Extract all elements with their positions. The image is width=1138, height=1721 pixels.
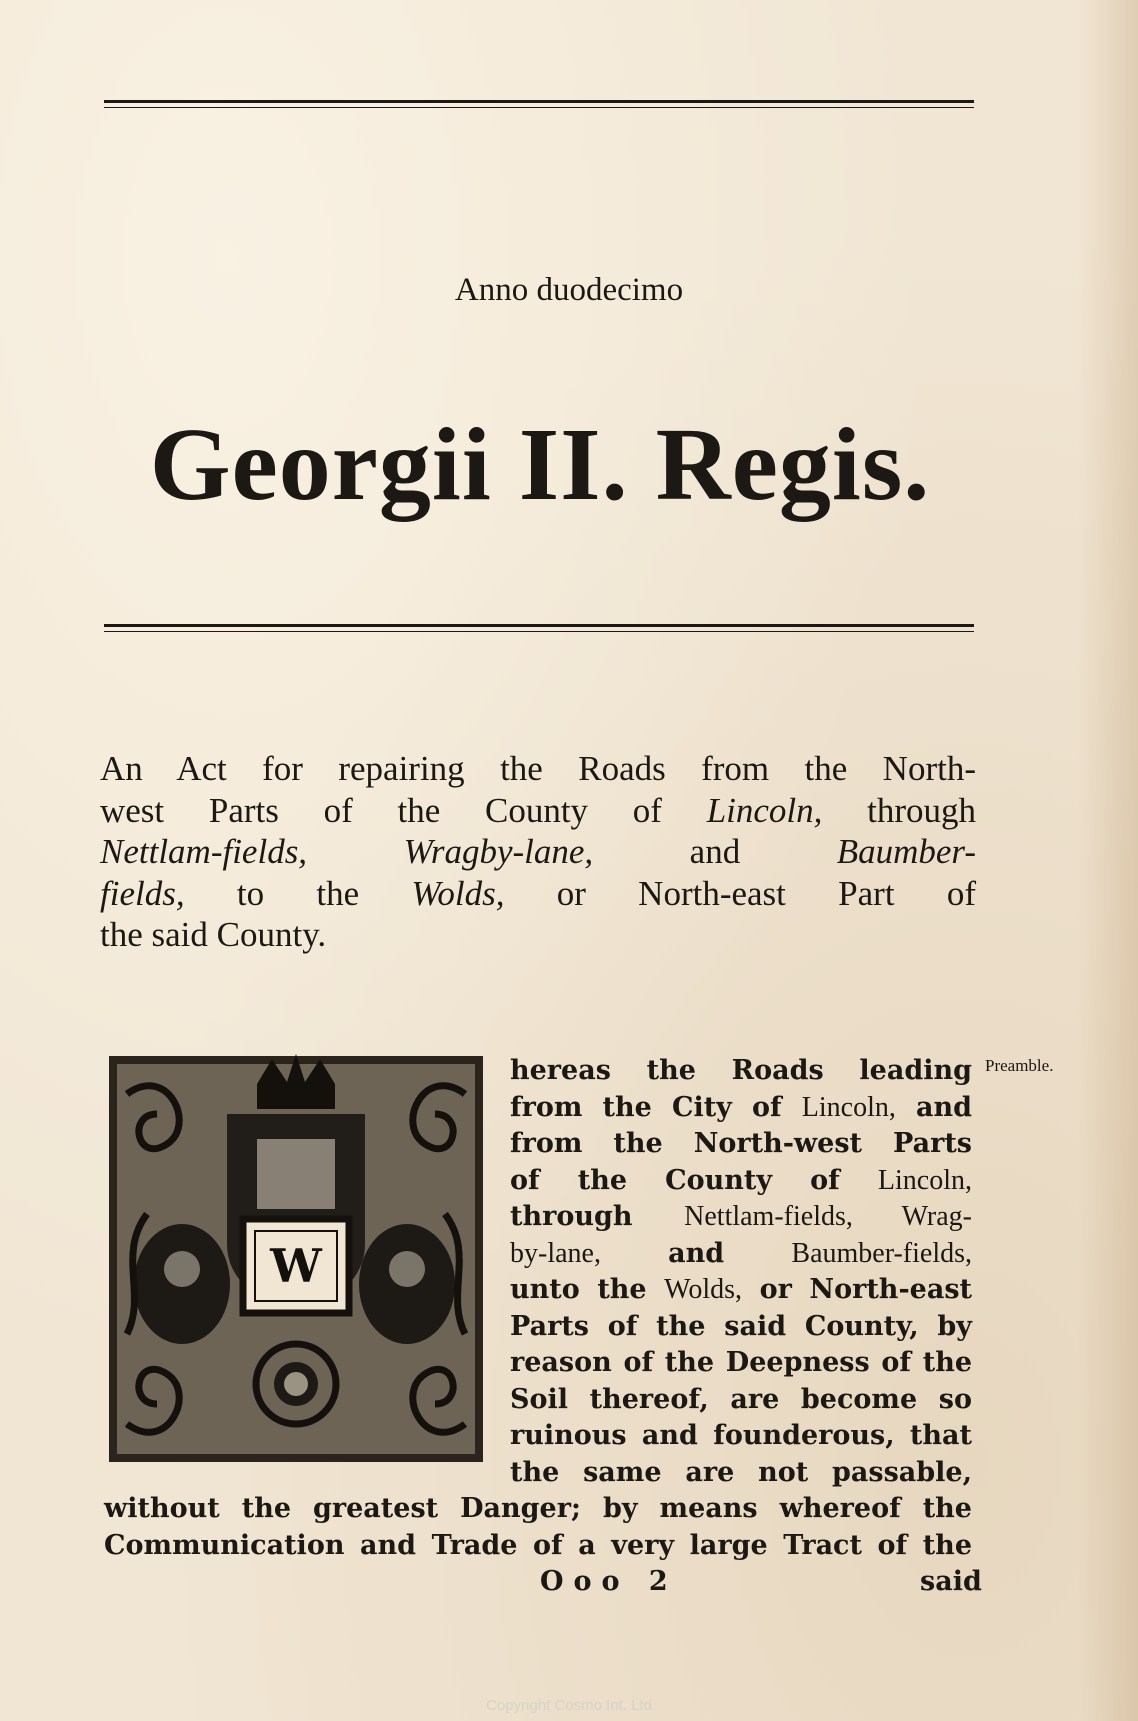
preamble-line <box>510 1163 972 1200</box>
text-run: the said County. <box>100 915 327 954</box>
text-run: the same are not passable, <box>510 1456 972 1488</box>
text-run: from the City of <box>510 1091 802 1123</box>
margin-note-preamble: Preamble. <box>985 1056 1054 1075</box>
middle-double-rule <box>104 624 974 632</box>
text-run: without the greatest Danger; by means whereof the <box>104 1493 972 1524</box>
act-title-line <box>100 914 976 956</box>
preamble-line <box>510 1126 972 1163</box>
text-run: hereas the Roads leading <box>510 1055 972 1086</box>
preamble-line <box>510 1090 972 1127</box>
preamble-line <box>510 1418 972 1455</box>
roman-place-name: Nettlam-fields, Wrag- <box>684 1201 972 1232</box>
preamble-line <box>510 1382 972 1419</box>
preamble-text-full-width <box>104 1491 972 1564</box>
text-run: through <box>822 790 976 830</box>
preamble-line <box>510 1236 972 1273</box>
copyright-watermark: Copyright Cosmo Int. Ltd <box>486 1697 652 1714</box>
roman-place-name: by-lane, <box>510 1237 601 1269</box>
act-title-line <box>100 831 976 873</box>
text-run <box>307 832 404 871</box>
text-run: to the <box>184 873 412 913</box>
italic-place-name: Wragby-lane, <box>403 832 594 871</box>
text-run: reason of the Deepness of the <box>510 1347 972 1378</box>
preamble-line <box>510 1199 972 1236</box>
text-run: and <box>600 1237 792 1269</box>
text-run: or North-east <box>742 1274 972 1305</box>
anno-line: Anno duodecimo <box>454 272 684 308</box>
preamble-line <box>104 1528 972 1565</box>
page-edge-shadow <box>1078 0 1138 1721</box>
top-double-rule <box>104 100 974 108</box>
roman-place-name: Wolds, <box>664 1274 743 1305</box>
text-run: of the County of <box>510 1164 878 1196</box>
italic-place-name: Baumber- <box>836 832 976 871</box>
woodcut-initial-letter: W <box>270 1239 322 1293</box>
signature-mark: Ooo 2 <box>540 1566 678 1597</box>
preamble-line <box>510 1272 972 1309</box>
act-title <box>100 748 976 956</box>
preamble-line <box>510 1455 972 1492</box>
italic-place-name: Nettlam-fields, <box>100 832 308 871</box>
preamble-line <box>510 1345 972 1382</box>
text-run: and <box>895 1091 972 1123</box>
text-run: west Parts of the County of <box>100 790 707 830</box>
regis-title: Georgii II. Regis. <box>149 407 931 522</box>
text-run: unto the <box>510 1274 665 1305</box>
text-run: Parts of the said County, by <box>510 1310 972 1342</box>
text-run: ruinous and founderous, that <box>510 1420 972 1451</box>
roman-place-name: Lincoln, <box>877 1164 972 1196</box>
act-title-line <box>100 873 976 915</box>
act-title-line <box>100 748 976 790</box>
text-run: and <box>593 832 837 871</box>
roman-place-name: Baumber-fields, <box>791 1237 972 1269</box>
catchword: said <box>920 1566 982 1597</box>
preamble-line <box>510 1053 972 1090</box>
text-run: or North-east Part of <box>504 873 976 913</box>
text-run: Communication and Trade of a very large Tract of the <box>104 1529 972 1561</box>
text-run: An Act for repairing the Roads from the North- <box>100 749 976 788</box>
woodcut-initial-ornament <box>107 1054 485 1464</box>
italic-place-name: Wolds, <box>411 873 505 913</box>
text-run: through <box>510 1201 685 1232</box>
italic-place-name: Lincoln, <box>706 790 823 830</box>
preamble-line <box>510 1309 972 1346</box>
text-run: from the North-west Parts <box>510 1128 972 1159</box>
preamble-text-column <box>510 1053 972 1491</box>
text-run: Soil thereof, are become so <box>510 1383 972 1415</box>
preamble-line <box>104 1491 972 1528</box>
roman-place-name: Lincoln, <box>801 1091 896 1123</box>
act-title-line <box>100 790 976 832</box>
italic-place-name: fields, <box>100 873 185 913</box>
